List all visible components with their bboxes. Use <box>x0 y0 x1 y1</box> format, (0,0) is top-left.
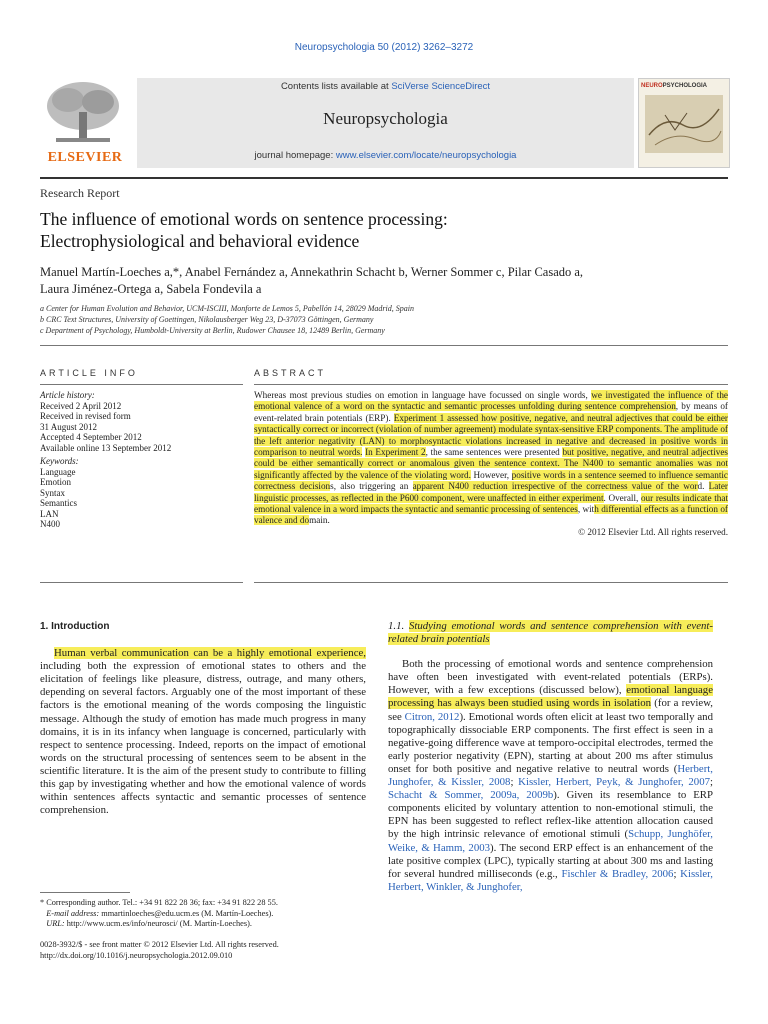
citation-link[interactable]: Fischler & Bradley, 2006 <box>561 867 674 880</box>
affiliation-a: a Center for Human Evolution and Behavior, UCM-ISCIII, Monforte de Lemos 5, Pabellón 14, 28029 Madrid, Spain <box>40 304 414 313</box>
section-heading: 1. Introduction <box>40 621 110 632</box>
highlight[interactable]: but positive, negative, and neutral adjectives could be either semantically correct or anomalous given the sentence context. The N400 to semantic anomalies was not significantly affected by the valence of the violating word. <box>254 447 729 480</box>
highlight[interactable]: positive words in a sentence seemed to influence semantic correctness decision <box>254 469 728 492</box>
subsection-heading: 1.1. Studying emotional words and sentence comprehension with event-related brain potentials <box>388 620 713 646</box>
history-item: Accepted 4 September 2012 <box>40 432 142 442</box>
keyword[interactable]: Semantics <box>40 498 77 508</box>
abstract-rule <box>254 384 728 385</box>
cover-title: NEUROPSYCHOLOGIA <box>641 83 708 89</box>
citation-link[interactable]: Kissler, Herbert, Winkler, & Junghofer, <box>388 867 713 893</box>
homepage-link[interactable]: www.elsevier.com/locate/neuropsychologia <box>335 150 517 161</box>
footnote-rule <box>40 892 130 893</box>
homepage-prefix: journal homepage: <box>254 150 336 161</box>
highlight[interactable]: our results indicate that emotional valence in a word impacts the syntactic and semantic processing of sentences <box>254 492 728 515</box>
doi-link[interactable]: http://dx.doi.org/10.1016/j.neuropsychologia.2012.09.010 <box>40 950 233 960</box>
article-info-heading: ARTICLE INFO <box>40 368 138 378</box>
sciencedirect-link[interactable]: SciVerse ScienceDirect <box>391 81 491 92</box>
highlight[interactable]: emotional language processing has always been studied using words in isolation <box>388 684 713 710</box>
history-item: Received 2 April 2012 <box>40 400 122 411</box>
contents-prefix: Contents lists available at <box>280 81 392 92</box>
info-rule <box>40 384 243 385</box>
corresponding-author-note: * Corresponding author. Tel.: +34 91 822 28 36; fax: +34 91 822 28 55. <box>40 898 278 907</box>
title-line-2: Electrophysiological and behavioral evidence <box>40 231 360 251</box>
article-type: Research Report <box>40 186 120 200</box>
keyword[interactable]: Language <box>40 466 76 477</box>
introduction-column <box>40 620 366 817</box>
info-rule-bottom <box>40 582 243 583</box>
history-item: Available online 13 September 2012 <box>40 442 172 453</box>
url-note: URL: http://www.ucm.es/info/neurosci/ (M. Martín-Loeches). <box>46 919 252 928</box>
highlight[interactable]: Experiment 1 assessed how positive, negative, and neutral adjectives that could be either syntactically correct or incorrect (violation of number agreement) modulate syntax-sensitive ERP components. The amplitude of the left anterior negativity (LAN) to morphosyntactic violations increased in negative and decreased in positive words in comparison to neutral words. <box>254 412 728 458</box>
highlight[interactable]: h differential effects as a function of valence and do <box>254 504 728 526</box>
copyright: © 2012 Elsevier Ltd. All rights reserved. <box>578 526 728 537</box>
authors-line-1[interactable]: Manuel Martín-Loeches a,*, Anabel Fernández a, Annekathrin Schacht b, Werner Sommer c, Pilar Casado a, <box>40 265 584 279</box>
highlight[interactable]: we investigated the influence of the emotional valence of a word on the syntactic and semantic processes unfolding during sentence comprehension <box>254 390 729 412</box>
citation-link[interactable]: Citron, 2012 <box>404 710 460 723</box>
intro-paragraph: Human verbal communication can be a highly emotional experience, including both the expression of emotional states to others and the elicitation of feelings like pleasure, distress, outrage, and many others, depending on several factors. Arguably one of the most important of these factors is the emotional meaning of the words composing the linguistic message. Although the study of emotion has made much progress in many domains, it is in its infancy when language is concerned, particularly with respect to sentence processing. Indeed, reports on the impact of emotional words on the structural processing of sentences seem to be absent in the scientific literature. It is the aim of the present study to contribute to filling this gap by investigating whether and how the emotional valence of words within sentences affects syntactic and semantic processes of sentence comprehension. <box>40 647 366 817</box>
affiliation-c: c Department of Psychology, Humboldt-University at Berlin, Rudower Chausee 18, 12489 Berlin, Germany <box>40 326 385 335</box>
authors-line-2[interactable]: Laura Jiménez-Ortega a, Sabela Fondevila a <box>40 282 262 296</box>
cover-image <box>645 95 723 153</box>
journal-title: Neuropsychologia <box>323 109 448 128</box>
issn-line: 0028-3932/$ - see front matter © 2012 Elsevier Ltd. All rights reserved. <box>40 940 279 949</box>
history-item: 31 August 2012 <box>40 421 98 432</box>
abstract-rule-bottom <box>254 582 728 583</box>
keyword[interactable]: Emotion <box>40 477 71 487</box>
article-info <box>40 390 243 530</box>
abstract-heading: ABSTRACT <box>254 368 327 378</box>
history-label: Article history: <box>40 390 95 400</box>
keyword[interactable]: LAN <box>40 508 59 519</box>
email-link[interactable]: mmartinloeches@edu.ucm.es (M. Martín-Loeches). <box>99 908 274 918</box>
subsection-column <box>388 620 713 894</box>
publisher-name: ELSEVIER <box>47 150 123 165</box>
author-list <box>40 264 730 298</box>
url-link[interactable]: http://www.ucm.es/info/neurosci/ (M. Martín-Loeches). <box>64 919 252 928</box>
publication-info <box>40 940 366 961</box>
citation-link[interactable]: Schupp, Junghöfer, Weike, & Hamm, 2003 <box>388 828 713 854</box>
keyword[interactable]: N400 <box>40 519 60 529</box>
highlight[interactable]: apparent N400 reduction irrespective of the correctness value of the wor <box>412 481 698 492</box>
highlight[interactable]: Studying emotional words and sentence comprehension with event-related brain potentials <box>388 620 713 646</box>
title-line-1: The influence of emotional words on sentence processing: <box>40 209 448 229</box>
history-item: Received in revised form <box>40 411 131 421</box>
journal-homepage <box>137 150 634 161</box>
citation-link[interactable]: Schacht & Sommer, 2009a, 2009b <box>388 789 554 802</box>
footnotes <box>40 898 366 930</box>
contents-line <box>137 81 634 92</box>
keywords-label: Keywords: <box>40 456 79 466</box>
affiliations <box>40 303 730 336</box>
highlight[interactable]: Human verbal communication can be a highly emotional experience, <box>54 647 366 660</box>
abstract-text: Whereas most previous studies on emotion in language have focussed on single words, we investigated the influence of the emotional valence of a word on the syntactic and semantic processes unfolding during sentence comprehension, by means of event-related brain potentials (ERP). Experiment 1 assessed how positive, negative, and neutral adjectives that could be either syntactically correct or incorrect (violation of number agreement) modulate syntax-sensitive ERP components. The amplitude of the left anterior negativity (LAN) to morphosyntactic violations increased in negative and decreased in positive words in comparison to neutral words. In Experiment 2, the same sentences were presented but positive, negative, and neutral adjectives could be either semantically correct or anomalous given the sentence context. The N400 to semantic anomalies was not significantly affected by the valence of the violating word. However, positive words in a sentence seemed to influence semantic correctness decisions, also triggering an apparent N400 reduction irrespective of the correctness value of the word. Later linguistic processes, as reflected in the P600 component, were unaffected in either experiment. Overall, our results indicate that emotional valence in a word impacts the syntactic and semantic processing of sentences, with differential effects as a function of valence and domain. © 2012 Elsevier Ltd. All rights reserved. <box>254 390 729 537</box>
affiliation-b: b CRC Text Structures, University of Goettingen, Nikolausberger Weg 23, D-37073 Göttingen, Germany <box>40 315 374 324</box>
article-title <box>40 208 730 252</box>
highlight[interactable]: Later linguistic processes, as reflected in the P600 component, were unaffected in either experiment <box>254 481 728 503</box>
citation-link[interactable]: Kissler, Herbert, Peyk, & Junghofer, 2007 <box>518 776 711 789</box>
highlight[interactable]: In Experiment 2 <box>365 447 426 458</box>
journal-reference[interactable]: Neuropsychologia 50 (2012) 3262–3272 <box>294 42 474 53</box>
header-rule <box>40 177 728 179</box>
keyword[interactable]: Syntax <box>40 487 66 498</box>
citation-link[interactable]: Herbert, Junghofer, & Kissler, 2008 <box>388 762 713 789</box>
journal-cover-thumbnail[interactable] <box>638 78 730 168</box>
subsection-paragraph: Both the processing of emotional words and sentence comprehension have often been investigated with event-related potentials (ERPs). However, with a few exceptions (discussed below), emotional language processing has always been studied using words in isolation (for a review, see Citron, 2012). Emotional words often elicit at least two temporally and topographically dissociable ERP components. The first effect is seen in a negative-going difference wave at temporo-occipital electrodes, termed the early posterior negativity (EPN), starting at about 200 ms after stimulus onset for both positive and negative relative to neutral words (Herbert, Junghofer, & Kissler, 2008; Kissler, Herbert, Peyk, & Junghofer, 2007; Schacht & Sommer, 2009a, 2009b). Given its resemblance to ERP components elicited by voluntary attention to non-emotional stimuli, the EPN has been suggested to reflect reflex-like attention allocation caused by the high intrinsic relevance of emotional stimuli (Schupp, Junghöfer, Weike, & Hamm, 2003). The second ERP effect is an enhancement of the late positive complex (LPC), typically starting at about 300 ms and lasting for several hundred milliseconds (e.g., Fischler & Bradley, 2006; Kissler, Herbert, Winkler, & Junghofer, <box>388 658 714 893</box>
section-rule <box>40 345 728 346</box>
email-note: E-mail address: mmartinloeches@edu.ucm.es (M. Martín-Loeches). <box>46 908 274 918</box>
